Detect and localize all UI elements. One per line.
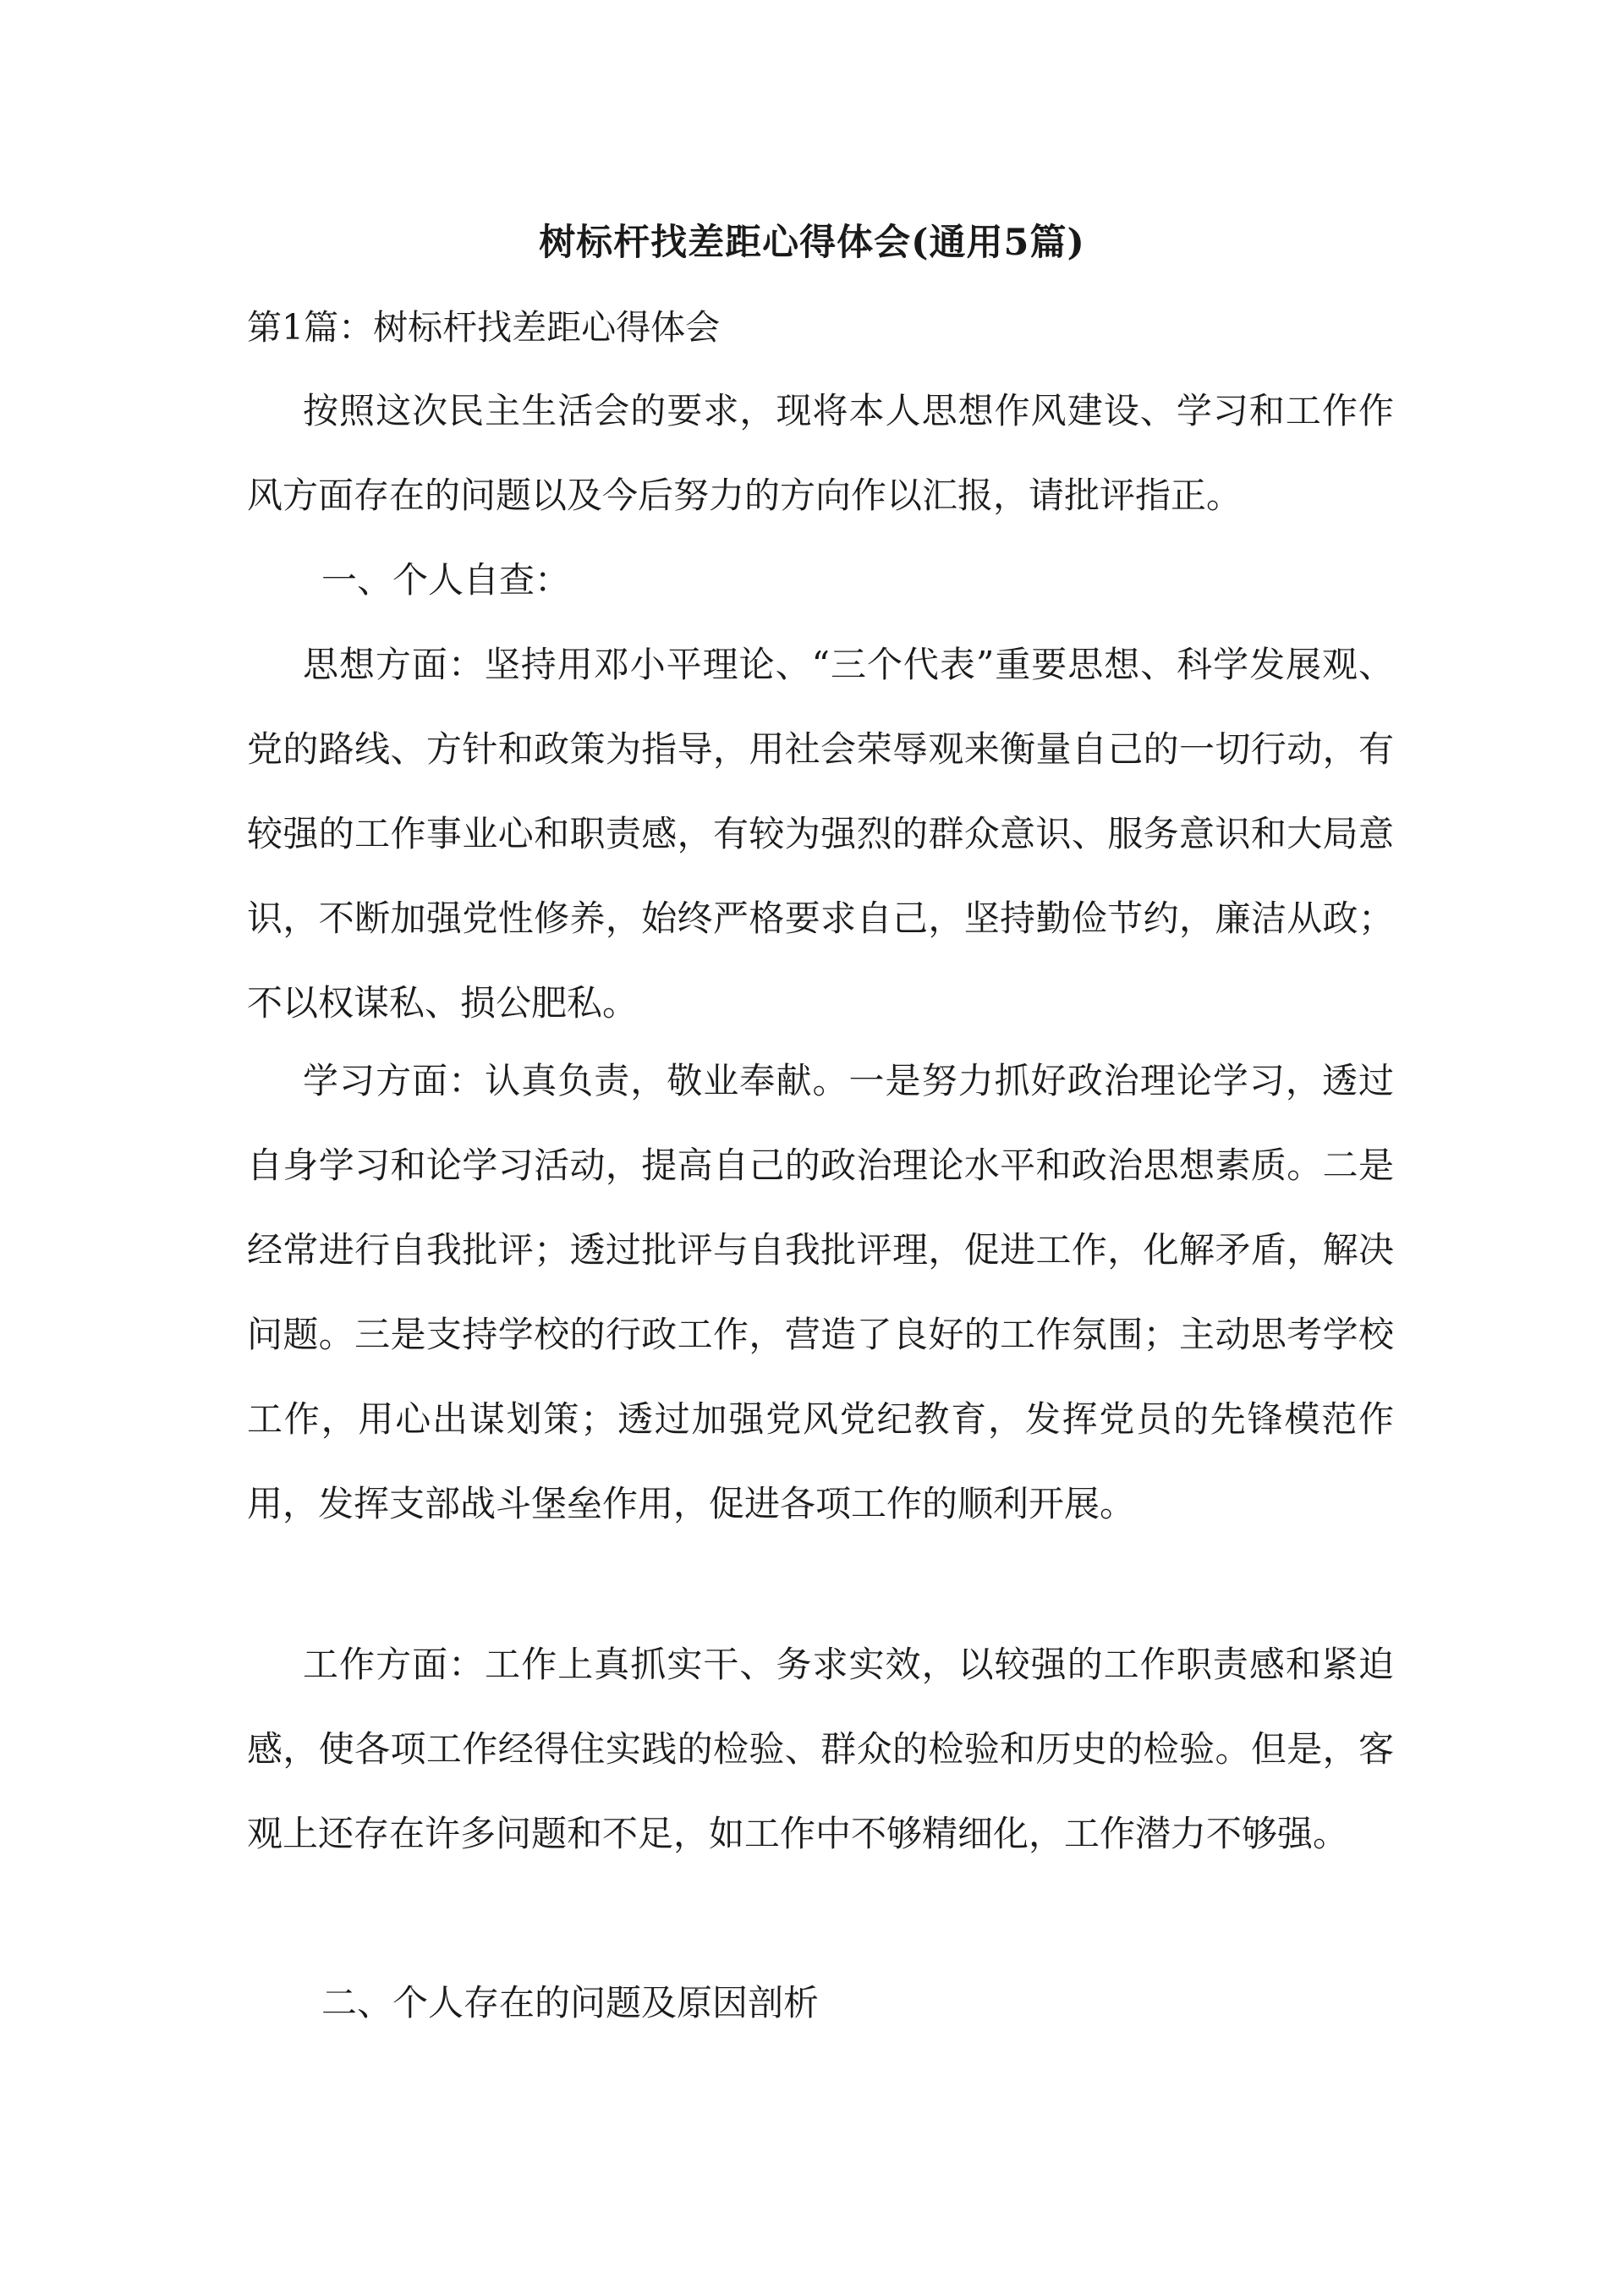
paragraph-work: 工作方面：工作上真抓实干、务求实效，以较强的工作职责感和紧迫感，使各项工作经得住实践的检验、群众的检验和历史的检验。但是，客观上还存在许多问题和不足，如工作中不够精细化，工作潜力不够强。 <box>247 1644 1394 1854</box>
paragraph-study: 学习方面：认真负责，敬业奉献。一是努力抓好政治理论学习，透过自身学习和论学习活动，提高自己的政治理论水平和政治思想素质。二是经常进行自我批评；透过批评与自我批评理，促进工作，化解矛盾，解决问题。三是支持学校的行政工作，营造了良好的工作氛围；主动思考学校工作，用心出谋划策；透过加强党风党纪教育，发挥党员的先锋模范作用，发挥支部战斗堡垒作用，促进各项工作的顺利开展。 <box>247 1060 1394 1524</box>
paragraph-intro: 按照这次民主生活会的要求，现将本人思想作风建设、学习和工作作风方面存在的问题以及今后努力的方向作以汇报，请批评指正。 <box>247 390 1394 516</box>
document-title: 树标杆找差距心得体会(通用5篇) <box>539 222 1085 264</box>
section-heading: 第1篇：树标杆找差距心得体会 <box>247 307 721 348</box>
subheading-self-check: 一、个人自查： <box>321 559 571 601</box>
paragraph-thought: 思想方面：坚持用邓小平理论、“三个代表”重要思想、科学发展观、党的路线、方针和政策为指导，用社会荣辱观来衡量自己的一切行动，有较强的工作事业心和职责感，有较为强烈的群众意识、服务意识和大局意识，不断加强党性修养，始终严格要求自己，坚持勤俭节约，廉洁从政；不以权谋私、损公肥私。 <box>247 644 1394 1024</box>
subheading-problems: 二、个人存在的问题及原因剖析 <box>321 1982 820 2023</box>
